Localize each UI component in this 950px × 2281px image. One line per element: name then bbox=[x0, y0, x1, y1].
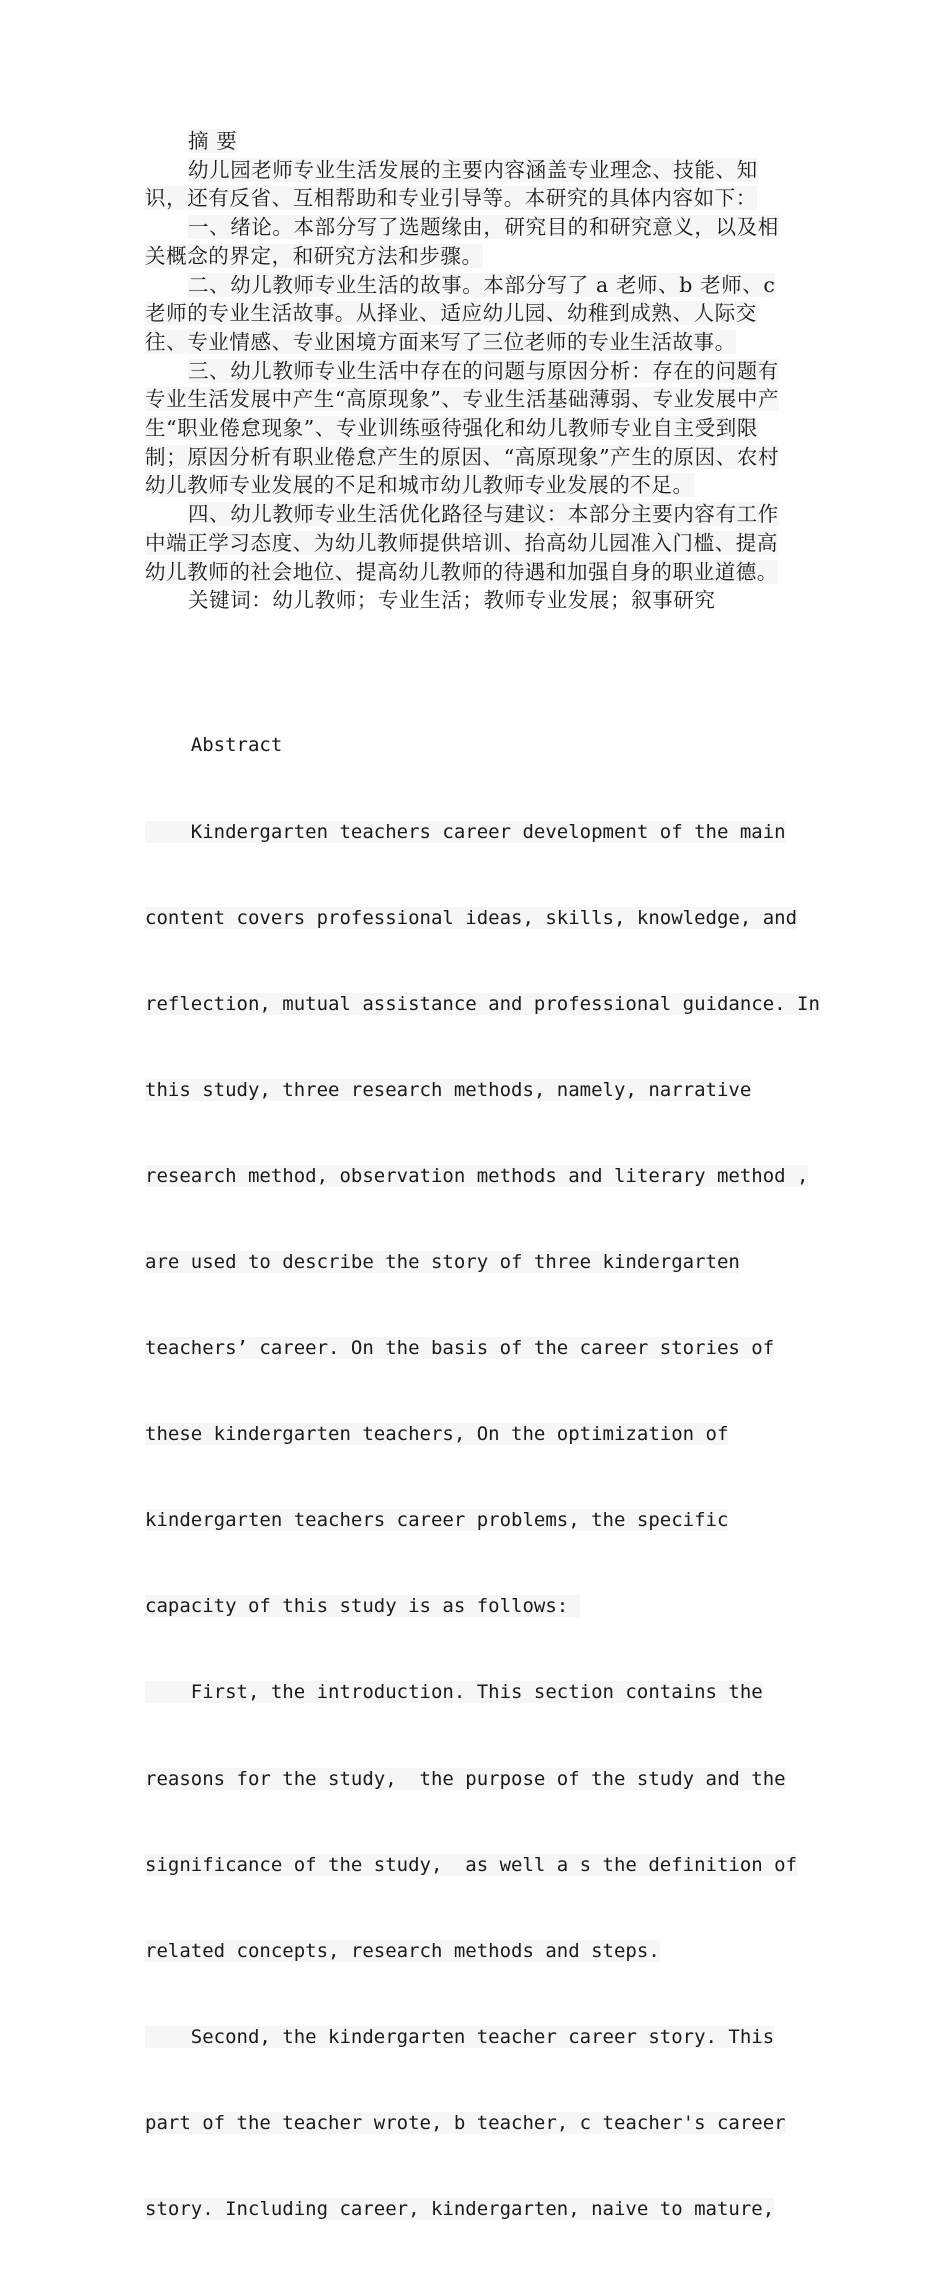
abstract-en-line: these kindergarten teachers, On the optimization of bbox=[145, 1423, 729, 1446]
abstract-en-line: this study, three research methods, namely, narrative bbox=[145, 1078, 752, 1101]
abstract-en-line: research method, observation methods and literary method , bbox=[145, 1164, 809, 1187]
english-abstract bbox=[145, 674, 820, 2281]
abstract-en-line: part of the teacher wrote, b teacher, c teacher's career bbox=[145, 2111, 786, 2134]
keywords-line: 关键词：幼儿教师；专业生活；教师专业发展；叙事研究 bbox=[188, 588, 716, 613]
abstract-en-heading: Abstract bbox=[145, 734, 283, 757]
abstract-en-line: Kindergarten teachers career development of the main bbox=[145, 820, 786, 843]
abstract-en-line: kindergarten teachers career problems, the specific bbox=[145, 1509, 729, 1532]
abstract-en-line: capacity of this study is as follows: bbox=[145, 1595, 580, 1618]
abstract-heading: 摘 要 bbox=[188, 129, 238, 153]
abstract-paragraph: 一、绪论。本部分写了选题缘由，研究目的和研究意义，以及相关概念的界定，和研究方法和步骤。 bbox=[145, 215, 779, 268]
abstract-en-line: reflection, mutual assistance and professional guidance. In bbox=[145, 992, 820, 1015]
chinese-abstract bbox=[145, 127, 795, 615]
abstract-paragraph: 三、幼儿教师专业生活中存在的问题与原因分析：存在的问题有专业生活发展中产生“高原现象”、专业生活基础薄弱、专业发展中产生“职业倦怠现象”、专业训练亟待强化和幼儿教师专业自主受到限制；原因分析有职业倦怠产生的原因、“高原现象”产生的原因、农村幼儿教师专业发展的不足和城市幼儿教师专业发展的不足。 bbox=[145, 358, 780, 498]
abstract-paragraph: 二、幼儿教师专业生活的故事。本部分写了 a 老师、b 老师、c 老师的专业生活故事。从择业、适应幼儿园、幼稚到成熟、人际交往、专业情感、专业困境方面来写了三位老师的专业生活故事。 bbox=[145, 272, 776, 354]
abstract-en-line: teachers’ career. On the basis of the career stories of bbox=[145, 1337, 775, 1360]
abstract-paragraph: 幼儿园老师专业生活发展的主要内容涵盖专业理念、技能、知识，还有反省、互相帮助和专业引导等。本研究的具体内容如下： bbox=[145, 157, 758, 211]
abstract-en-line: content covers professional ideas, skills, knowledge, and bbox=[145, 906, 798, 929]
abstract-en-line: reasons for the study, the purpose of the study and the bbox=[145, 1767, 786, 1790]
abstract-en-line: story. Including career, kindergarten, naive to mature, bbox=[145, 2198, 775, 2220]
abstract-en-line: related concepts, research methods and steps. bbox=[145, 1939, 660, 1962]
abstract-en-line: significance of the study, as well a s the definition of bbox=[145, 1853, 798, 1876]
abstract-paragraph: 四、幼儿教师专业生活优化路径与建议：本部分主要内容有工作中端正学习态度、为幼儿教师提供培训、抬高幼儿园准入门槛、提高幼儿教师的社会地位、提高幼儿教师的待遇和加强自身的职业道德。 bbox=[145, 502, 779, 584]
abstract-en-line: Second, the kindergarten teacher career story. This bbox=[145, 2025, 775, 2048]
abstract-en-line: First, the introduction. This section contains the bbox=[145, 1681, 763, 1704]
abstract-en-line: are used to describe the story of three kindergarten bbox=[145, 1250, 740, 1273]
